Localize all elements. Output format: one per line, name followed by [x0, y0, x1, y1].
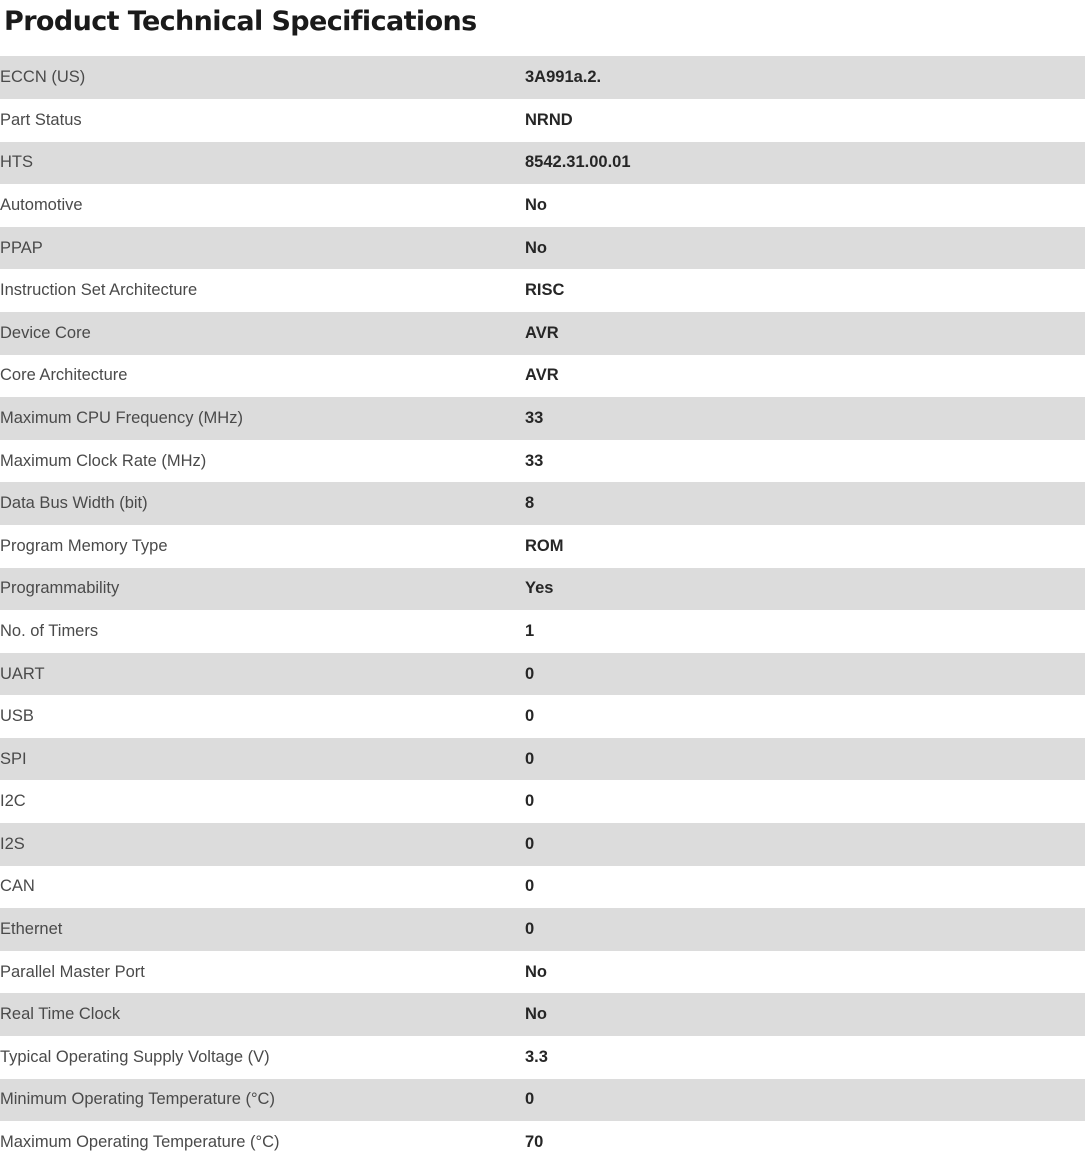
- spec-label: Maximum Clock Rate (MHz): [0, 451, 207, 470]
- spec-label: I2S: [0, 834, 25, 853]
- table-row: [0, 1079, 1085, 1122]
- spec-label: ECCN (US): [0, 68, 86, 87]
- spec-value: No: [525, 1005, 547, 1024]
- spec-value: 33: [525, 408, 544, 427]
- table-row: [0, 56, 1085, 99]
- spec-label: SPI: [0, 749, 27, 768]
- table-row: [0, 312, 1085, 355]
- spec-value: No: [525, 238, 547, 257]
- table-row: [0, 142, 1085, 185]
- page-title: Product Technical Specifications: [4, 6, 477, 37]
- table-row: [0, 823, 1085, 866]
- table-row: [0, 1121, 1085, 1164]
- table-row: [0, 99, 1085, 142]
- table-row: [0, 1036, 1085, 1079]
- spec-value: 0: [525, 1090, 535, 1109]
- spec-label: CAN: [0, 877, 35, 896]
- table-row: [0, 525, 1085, 568]
- spec-value: 0: [525, 877, 535, 896]
- spec-label: Data Bus Width (bit): [0, 494, 148, 513]
- table-row: [0, 568, 1085, 611]
- specifications-table-body: [0, 56, 1085, 1163]
- spec-label: Maximum Operating Temperature (°C): [0, 1133, 280, 1152]
- spec-label: Instruction Set Architecture: [0, 281, 198, 300]
- table-row: [0, 866, 1085, 909]
- spec-label: PPAP: [0, 238, 43, 257]
- table-row: [0, 695, 1085, 738]
- spec-label: I2C: [0, 792, 26, 811]
- spec-label: Programmability: [0, 579, 120, 598]
- table-row: [0, 227, 1085, 270]
- spec-value: 0: [525, 792, 535, 811]
- table-row: [0, 482, 1085, 525]
- spec-value: 0: [525, 834, 535, 853]
- spec-label: HTS: [0, 153, 33, 172]
- spec-value: No: [525, 962, 547, 981]
- spec-label: Device Core: [0, 323, 91, 342]
- spec-label: Real Time Clock: [0, 1005, 121, 1024]
- spec-label: Minimum Operating Temperature (°C): [0, 1090, 275, 1109]
- spec-value: 8542.31.00.01: [525, 153, 631, 172]
- table-row: [0, 440, 1085, 483]
- spec-label: Core Architecture: [0, 366, 128, 385]
- spec-value: Yes: [525, 579, 554, 598]
- spec-label: Maximum CPU Frequency (MHz): [0, 408, 243, 427]
- spec-value: 3.3: [525, 1047, 548, 1066]
- table-row: [0, 269, 1085, 312]
- spec-value: RISC: [525, 281, 565, 300]
- table-row: [0, 738, 1085, 781]
- table-row: [0, 397, 1085, 440]
- spec-label: No. of Timers: [0, 621, 99, 640]
- spec-value: 1: [525, 621, 535, 640]
- spec-value: 0: [525, 707, 535, 726]
- spec-value: AVR: [525, 366, 559, 385]
- spec-value: 8: [525, 494, 535, 513]
- table-row: [0, 184, 1085, 227]
- spec-label: UART: [0, 664, 45, 683]
- spec-value: 70: [525, 1133, 544, 1152]
- spec-label: Program Memory Type: [0, 536, 168, 555]
- spec-value: 0: [525, 749, 535, 768]
- table-row: [0, 951, 1085, 994]
- spec-label: USB: [0, 707, 34, 726]
- table-row: [0, 780, 1085, 823]
- spec-value: No: [525, 195, 547, 214]
- spec-label: Typical Operating Supply Voltage (V): [0, 1047, 270, 1066]
- spec-value: 0: [525, 664, 535, 683]
- specifications-table: [0, 56, 1085, 1163]
- spec-value: NRND: [525, 110, 573, 129]
- table-row: [0, 993, 1085, 1036]
- table-row: [0, 908, 1085, 951]
- spec-value: AVR: [525, 323, 559, 342]
- spec-value: 0: [525, 920, 535, 939]
- table-row: [0, 355, 1085, 398]
- spec-label: Part Status: [0, 110, 82, 129]
- spec-label: Ethernet: [0, 920, 63, 939]
- spec-label: Parallel Master Port: [0, 962, 145, 981]
- table-row: [0, 653, 1085, 696]
- spec-label: Automotive: [0, 195, 83, 214]
- spec-value: ROM: [525, 536, 564, 555]
- spec-value: 33: [525, 451, 544, 470]
- table-row: [0, 610, 1085, 653]
- spec-value: 3A991a.2.: [525, 68, 602, 87]
